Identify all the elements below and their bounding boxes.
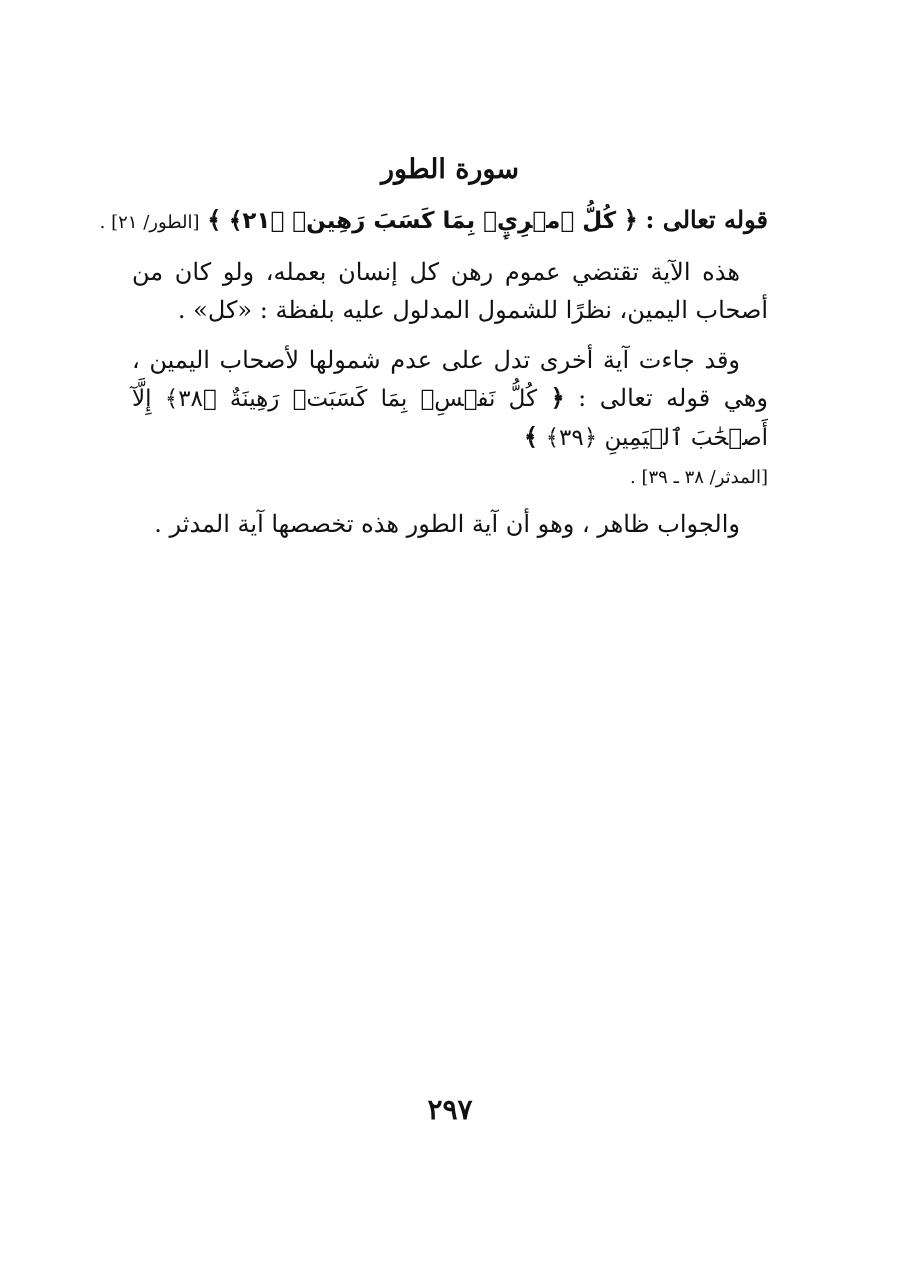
verse-open-bracket: ﴿ [623, 205, 638, 234]
verse-close-bracket: ﴾ [207, 205, 222, 234]
paragraph-2-text: وقد جاءت آية أخرى تدل على عدم شمولها لأصحاب اليمين ، وهي قوله تعالى : [132, 346, 768, 412]
verse-close-bracket: ﴾ [523, 422, 538, 451]
verse-reference: [الطور/ ٢١] . [99, 212, 200, 233]
surah-title: سورة الطور [380, 154, 520, 185]
paragraph-1 [132, 253, 768, 329]
verse-intro-line [99, 200, 768, 243]
quran-verse: كُلُّ ٱمۡرِيِٕۭ بِمَا كَسَبَ رَهِينٞ ﴿٢١﴾ [228, 208, 617, 234]
paragraph-3-text: والجواب ظاهر ، وهو أن آية الطور هذه تخصصها آية المدثر . [154, 510, 740, 538]
paragraph-1-text: هذه الآية تقتضي عموم رهن كل إنسان بعمله، ولو كان من أصحاب اليمين، نظرًا للشمول المدلول عليه بلفظة : «كل» . [132, 258, 768, 324]
paragraph-2 [132, 341, 768, 457]
paragraph-3 [132, 505, 768, 543]
intro-lead: قوله تعالى : [645, 205, 768, 234]
verse-open-bracket: ﴿ [550, 383, 565, 412]
page-body [99, 150, 768, 555]
page-number: ٢٩٧ [427, 1093, 473, 1126]
verse-reference: [المدثر/ ٣٨ ـ ٣٩] . [630, 467, 768, 488]
quran-verse: كُلُّ نَفۡسِۭ بِمَا كَسَبَتۡ رَهِينَةٌ ﴿٣٨﴾ إِلَّآ أَصۡحَٰبَ ٱلۡيَمِينِ ﴿٣٩﴾ [132, 386, 768, 451]
